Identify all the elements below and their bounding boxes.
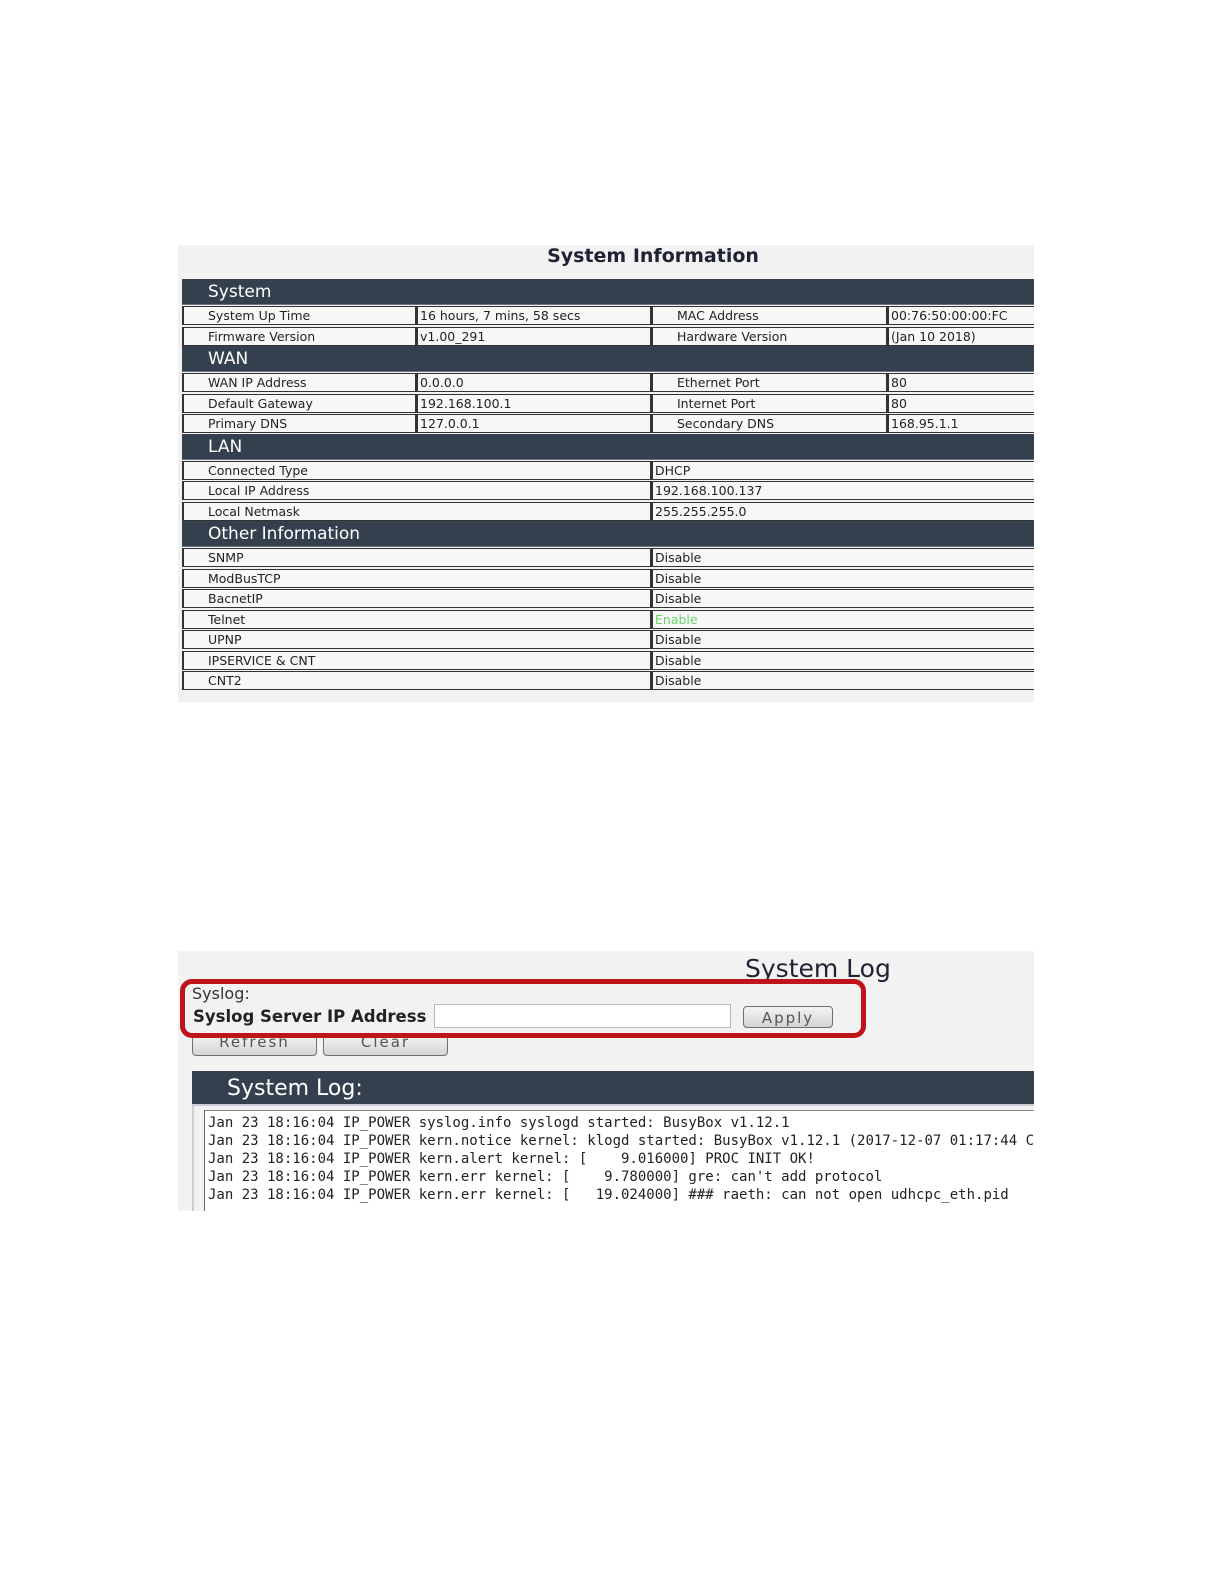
row-label: ModBusTCP <box>182 569 651 588</box>
row-value: Disable <box>651 630 1034 649</box>
table-row <box>182 305 1034 326</box>
log-line: Jan 23 18:16:04 IP_POWER kern.err kernel: [ 19.024000] ### raeth: can not open udhcpc_eth.pid <box>208 1187 1009 1203</box>
row-value: 80 <box>887 373 1034 392</box>
row-value: 80 <box>887 394 1034 413</box>
row-label: Secondary DNS <box>651 414 887 433</box>
row-value: 00:76:50:00:00:FC <box>887 306 1034 325</box>
row-label: Hardware Version <box>651 327 887 346</box>
refresh-button[interactable]: Refresh <box>192 1034 317 1056</box>
log-line: Jan 23 18:16:04 IP_POWER kern.alert kernel: [ 9.016000] PROC INIT OK! <box>208 1151 815 1167</box>
system-log-panel <box>178 951 1034 1211</box>
row-label: CNT2 <box>182 671 651 690</box>
row-value: 127.0.0.1 <box>416 414 651 433</box>
row-value: DHCP <box>651 461 1034 480</box>
log-line: Jan 23 18:16:04 IP_POWER kern.notice kernel: klogd started: BusyBox v1.12.1 (2017-12-07 01:17:44 C <box>208 1133 1034 1149</box>
row-value: Disable <box>651 548 1034 567</box>
table-row <box>182 460 1034 481</box>
table-row <box>182 670 1034 691</box>
row-value: (Jan 10 2018) <box>887 327 1034 346</box>
row-value: 168.95.1.1 <box>887 414 1034 433</box>
section-header-system: System <box>182 279 1034 305</box>
row-value: Disable <box>651 651 1034 670</box>
row-label: Ethernet Port <box>651 373 887 392</box>
row-label: Telnet <box>182 610 651 629</box>
system-information-table <box>182 279 1034 691</box>
row-label: Firmware Version <box>182 327 416 346</box>
system-information-title: System Information <box>547 245 759 267</box>
row-label: WAN IP Address <box>182 373 416 392</box>
log-textarea-frame <box>192 1106 1034 1211</box>
highlight-annotation-box <box>180 979 866 1038</box>
table-row <box>182 413 1034 434</box>
row-label: Local IP Address <box>182 481 651 500</box>
table-row <box>182 393 1034 414</box>
table-row <box>182 326 1034 347</box>
table-row <box>182 480 1034 501</box>
row-label: UPNP <box>182 630 651 649</box>
system-information-panel <box>178 245 1034 702</box>
syslog-server-ip-label: Syslog Server IP Address <box>193 1007 427 1026</box>
row-value: 192.168.100.137 <box>651 481 1034 500</box>
table-row <box>182 547 1034 568</box>
row-value: 255.255.255.0 <box>651 502 1034 521</box>
row-label: Default Gateway <box>182 394 416 413</box>
apply-button[interactable]: Apply <box>743 1006 833 1028</box>
log-textarea[interactable] <box>204 1110 1034 1211</box>
table-row <box>182 568 1034 589</box>
row-label: Primary DNS <box>182 414 416 433</box>
row-value: 16 hours, 7 mins, 58 secs <box>416 306 651 325</box>
row-label: MAC Address <box>651 306 887 325</box>
system-log-heading: System Log: <box>192 1071 1034 1106</box>
table-row <box>182 629 1034 650</box>
table-row <box>182 372 1034 393</box>
status-enable-value: Enable <box>651 610 1034 629</box>
table-row <box>182 501 1034 522</box>
table-row <box>182 650 1034 671</box>
row-label: BacnetIP <box>182 589 651 608</box>
section-header-lan: LAN <box>182 434 1034 460</box>
row-value: Disable <box>651 671 1034 690</box>
row-label: Connected Type <box>182 461 651 480</box>
section-header-wan: WAN <box>182 346 1034 372</box>
syslog-label: Syslog: <box>192 984 250 1003</box>
row-value: Disable <box>651 589 1034 608</box>
row-label: Local Netmask <box>182 502 651 521</box>
row-label: IPSERVICE & CNT <box>182 651 651 670</box>
table-row <box>182 588 1034 609</box>
row-value: v1.00_291 <box>416 327 651 346</box>
row-label: System Up Time <box>182 306 416 325</box>
log-line: Jan 23 18:16:04 IP_POWER kern.err kernel: [ 9.780000] gre: can't add protocol <box>208 1169 883 1185</box>
table-row <box>182 609 1034 630</box>
section-header-other-information: Other Information <box>182 521 1034 547</box>
row-value: 0.0.0.0 <box>416 373 651 392</box>
system-log-output-panel <box>192 1071 1034 1211</box>
system-log-title: System Log <box>745 954 891 983</box>
row-label: SNMP <box>182 548 651 567</box>
row-value: Disable <box>651 569 1034 588</box>
clear-button[interactable]: Clear <box>323 1034 448 1056</box>
row-label: Internet Port <box>651 394 887 413</box>
row-value: 192.168.100.1 <box>416 394 651 413</box>
log-line: Jan 23 18:16:04 IP_POWER syslog.info syslogd started: BusyBox v1.12.1 <box>208 1115 790 1131</box>
